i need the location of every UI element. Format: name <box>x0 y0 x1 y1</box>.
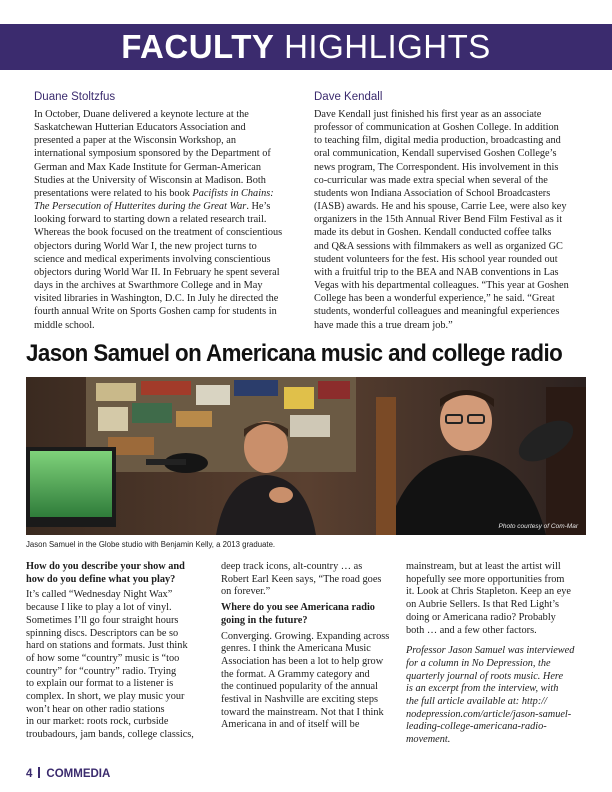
page-number: 4 <box>26 768 33 780</box>
section-title: FACULTY HIGHLIGHTS <box>121 28 491 65</box>
studio-photo <box>26 377 586 535</box>
photo-credit: Photo courtesy of Com-Mar <box>498 523 578 530</box>
interview-column-2 <box>221 561 401 732</box>
footer-divider <box>38 767 40 778</box>
answer-1-continued: deep track icons, alt-country … as Robert Earl Keen says, “The road goes on forever.” <box>221 561 382 598</box>
book-title: Pacifists in Chains: <box>192 187 274 199</box>
faculty-name-stoltzfus: Duane Stoltzfus <box>34 91 116 103</box>
article-headline: Jason Samuel on Americana music and college radio <box>26 340 563 367</box>
photo-caption: Jason Samuel in the Globe studio with Benjamin Kelly, a 2013 graduate. <box>26 540 276 549</box>
page-footer <box>26 767 110 780</box>
magazine-name: COMMEDIA <box>46 768 111 780</box>
section-banner <box>0 24 612 70</box>
bio-kendall: Dave Kendall just finished his first year as an associate professor of communication at Goshen College. In addition to teaching film, digital media production, broadcasting and oral communication, Kendall supervised Goshen College’s news program, The Correspondent. His involvement in this co-curricular was made extra special when several of the students won Indiana Association of School Broadcasters (IASB) awards. He and his spouse, Carrie Lee, were also key organizers in the 15th Annual River Bend Film Festival as it made its debut in Goshen. Kendall conducted coffee talks and Q&A sessions with filmmakers as well as organized GC student volunteers for the fest. His school year rounded out with a fruitful trip to the BEA and NAB conventions in Las Vegas with his departmental colleagues. “This year at Goshen College has been a wonderful experience,” he said. “Great students, wonderful colleagues and meaningful experiences have made this a true dream job.” <box>314 109 569 331</box>
question-2: Where do you see Americana radio going in the future? <box>221 602 375 626</box>
interview-column-3 <box>406 561 591 747</box>
bio-stoltzfus: In October, Duane delivered a keynote lecture at the Saskatchewan Hutterian Educators Association and presented a paper at the Wisconsin Workshop, an international symposium sponsored by the Department of German and Max Kade Institute for German-American Studies at the University of Wisconsin at Madison. Both presentations were related to his book Pacifists in Chains: The Persecution of Hutterites during the Great War. He’s looking forward to starting down a related research trail. Whereas the book focused on the treatment of conscientious objectors during World War I, the new project turns to science and medical experiments involving conscientious objectors during World War II. In February he spent several days in the archives at Swarthmore College and in May visited libraries in Washington, D.C. In July he directed the fourth annual Write on Sports Goshen camp for students in middle school. <box>34 109 283 331</box>
interview-note: Professor Jason Samuel was interviewed for a column in No Depression, the quarterly journal of roots music. Here is an excerpt from the interview, with the full article available at: http:// nodepression.com/article/jason-samuel- leading-college-americana-radio- movement. <box>406 645 575 746</box>
answer-1: It’s called “Wednesday Night Wax” because I like to play a lot of vinyl. Sometimes I’ll go four straight hours spinning discs. Descriptors can be so hard on stations and formats. Just think of how some “country” music is “too country” for “country” radio. Trying to explain our format to a listener is complex. In short, we play music your won’t hear on other radio stations in our market: roots rock, curbside troubadours, jam bands, college classics, <box>26 589 194 741</box>
question-1: How do you describe your show and how do you define what you play? <box>26 561 185 585</box>
answer-2: Converging. Growing. Expanding across genres. I think the Americana Music Association has been a lot to help grow the format. A Grammy category and the continued popularity of the annual festival in Nashville are exciting steps toward the mainstream. Not that I think Americana in and of itself will be <box>221 630 390 731</box>
faculty-name-kendall: Dave Kendall <box>314 91 383 103</box>
interview-column-1 <box>26 561 206 742</box>
book-subtitle: The Persecution of Hutterites during the Great War <box>34 201 247 213</box>
answer-2-continued: mainstream, but at least the artist will hopefully see more opportunities from it. Look at Chris Stapleton. Keep an eye on Aubrie Sellers. Is that Red Light’s doing or Americana radio? Probably both … and a few other factors. <box>406 561 571 636</box>
studio-photo-illustration <box>26 377 586 535</box>
